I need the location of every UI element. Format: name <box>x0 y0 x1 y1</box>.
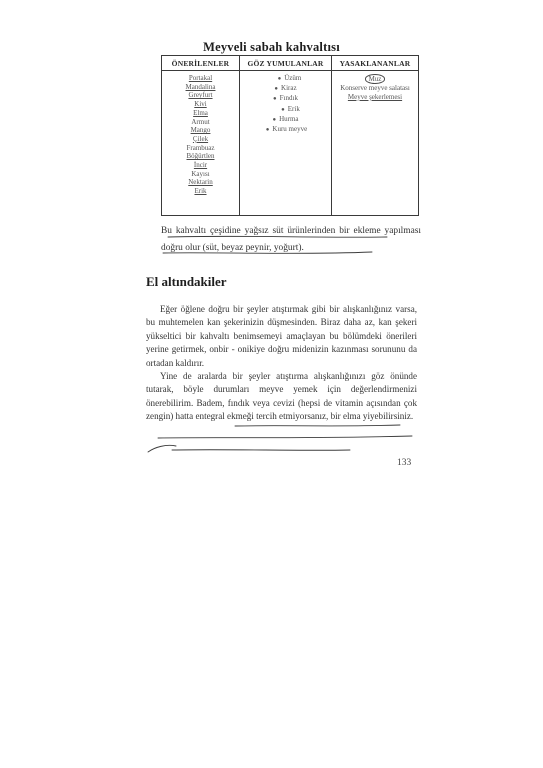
body-text <box>146 303 417 424</box>
header-onerilenler: ÖNERİLENLER <box>162 56 240 71</box>
list-item: Portakal <box>188 74 213 82</box>
bullet-icon: ● <box>265 127 270 134</box>
list-item <box>242 115 329 125</box>
list-item: Armut <box>191 117 210 126</box>
column-onerilenler <box>162 71 240 216</box>
list-item-label: Üzüm <box>284 74 302 82</box>
list-item: Greyfurt <box>188 91 213 100</box>
pen-underline <box>148 445 176 452</box>
list-item: Mango <box>190 126 211 135</box>
list-item: Mandalina <box>185 82 216 91</box>
column-yasaklananlar <box>332 71 419 216</box>
list-item-label: Fındık <box>279 94 298 103</box>
paragraph: Eğer öğlene doğru bir şeyler atıştırmak gibi bir alışkanlığınız varsa, bu muhtemelen kan şekerinizin düşmesinden. Biraz daha az, kan şekeri yükseltici bir kahvaltı benimsemeyi amaçlayan bu bölümdeki önerileri yerine getirmek, onbir - onikiye doğru midenizin kazınması sorununu da ortadan kaldırır. <box>146 304 417 368</box>
section-heading: El altındakiler <box>146 274 227 289</box>
fruit-table <box>161 55 419 216</box>
column-goz-yumulanlar <box>240 71 332 216</box>
pen-underline <box>158 436 412 438</box>
paragraph: Yine de aralarda bir şeyler atıştırma alışkanlığınızı göz önünde tutarak, böyle durumları meyve yemek için değerlendirmenizi önerebilirim. Badem, fındık veya cevizi (hepsi de vitamin açısından çok zengin) hatta entegral ekmeği tercih etmiyorsanız, bir elma yiyebilirsiniz. <box>146 371 417 422</box>
list-item <box>242 105 329 115</box>
list-item <box>242 74 329 84</box>
bullet-icon: ● <box>273 96 277 103</box>
list-item <box>242 84 329 94</box>
list-item: Erik <box>194 187 207 196</box>
list-item: Konserve meyve salatası <box>340 84 410 92</box>
header-goz-yumulanlar: GÖZ YUMULANLAR <box>240 56 332 71</box>
list-item: Çilek <box>192 134 209 143</box>
list-item-label: Kiraz <box>281 84 297 93</box>
list-item: Meyve şekerlemesi <box>347 92 403 101</box>
pen-underline <box>235 425 400 426</box>
list-item: Frambuaz <box>186 143 215 152</box>
bullet-icon: ● <box>277 76 282 82</box>
list-item: Nektarin <box>188 178 213 187</box>
list-item: Kivi <box>194 100 207 109</box>
bullet-icon: ● <box>272 116 277 123</box>
bullet-icon: ● <box>281 106 285 113</box>
pen-underline <box>172 450 350 451</box>
list-item: Elma <box>193 108 208 117</box>
bullet-icon: ● <box>274 86 279 93</box>
list-item-label: Kuru meyve <box>272 125 308 134</box>
note-paragraph: Bu kahvaltı çeşidine yağsız süt ürünlerinden bir ekleme yapılması doğru olur (süt, beyaz peynir, yoğurt). <box>161 226 421 253</box>
list-item: İncir <box>193 161 208 170</box>
list-item <box>334 74 416 84</box>
list-item <box>242 94 329 104</box>
list-item <box>242 125 329 135</box>
list-item-label: Erik <box>287 104 300 113</box>
header-yasaklananlar: YASAKLANANLAR <box>332 56 419 71</box>
page-number: 133 <box>397 458 412 468</box>
list-item: Böğürtlen <box>186 152 215 161</box>
list-item-label: Hurma <box>279 114 299 123</box>
chart-title: Meyveli sabah kahvaltısı <box>203 40 340 54</box>
circled-item: Muz <box>365 74 386 84</box>
list-item: Kayısı <box>191 169 210 178</box>
